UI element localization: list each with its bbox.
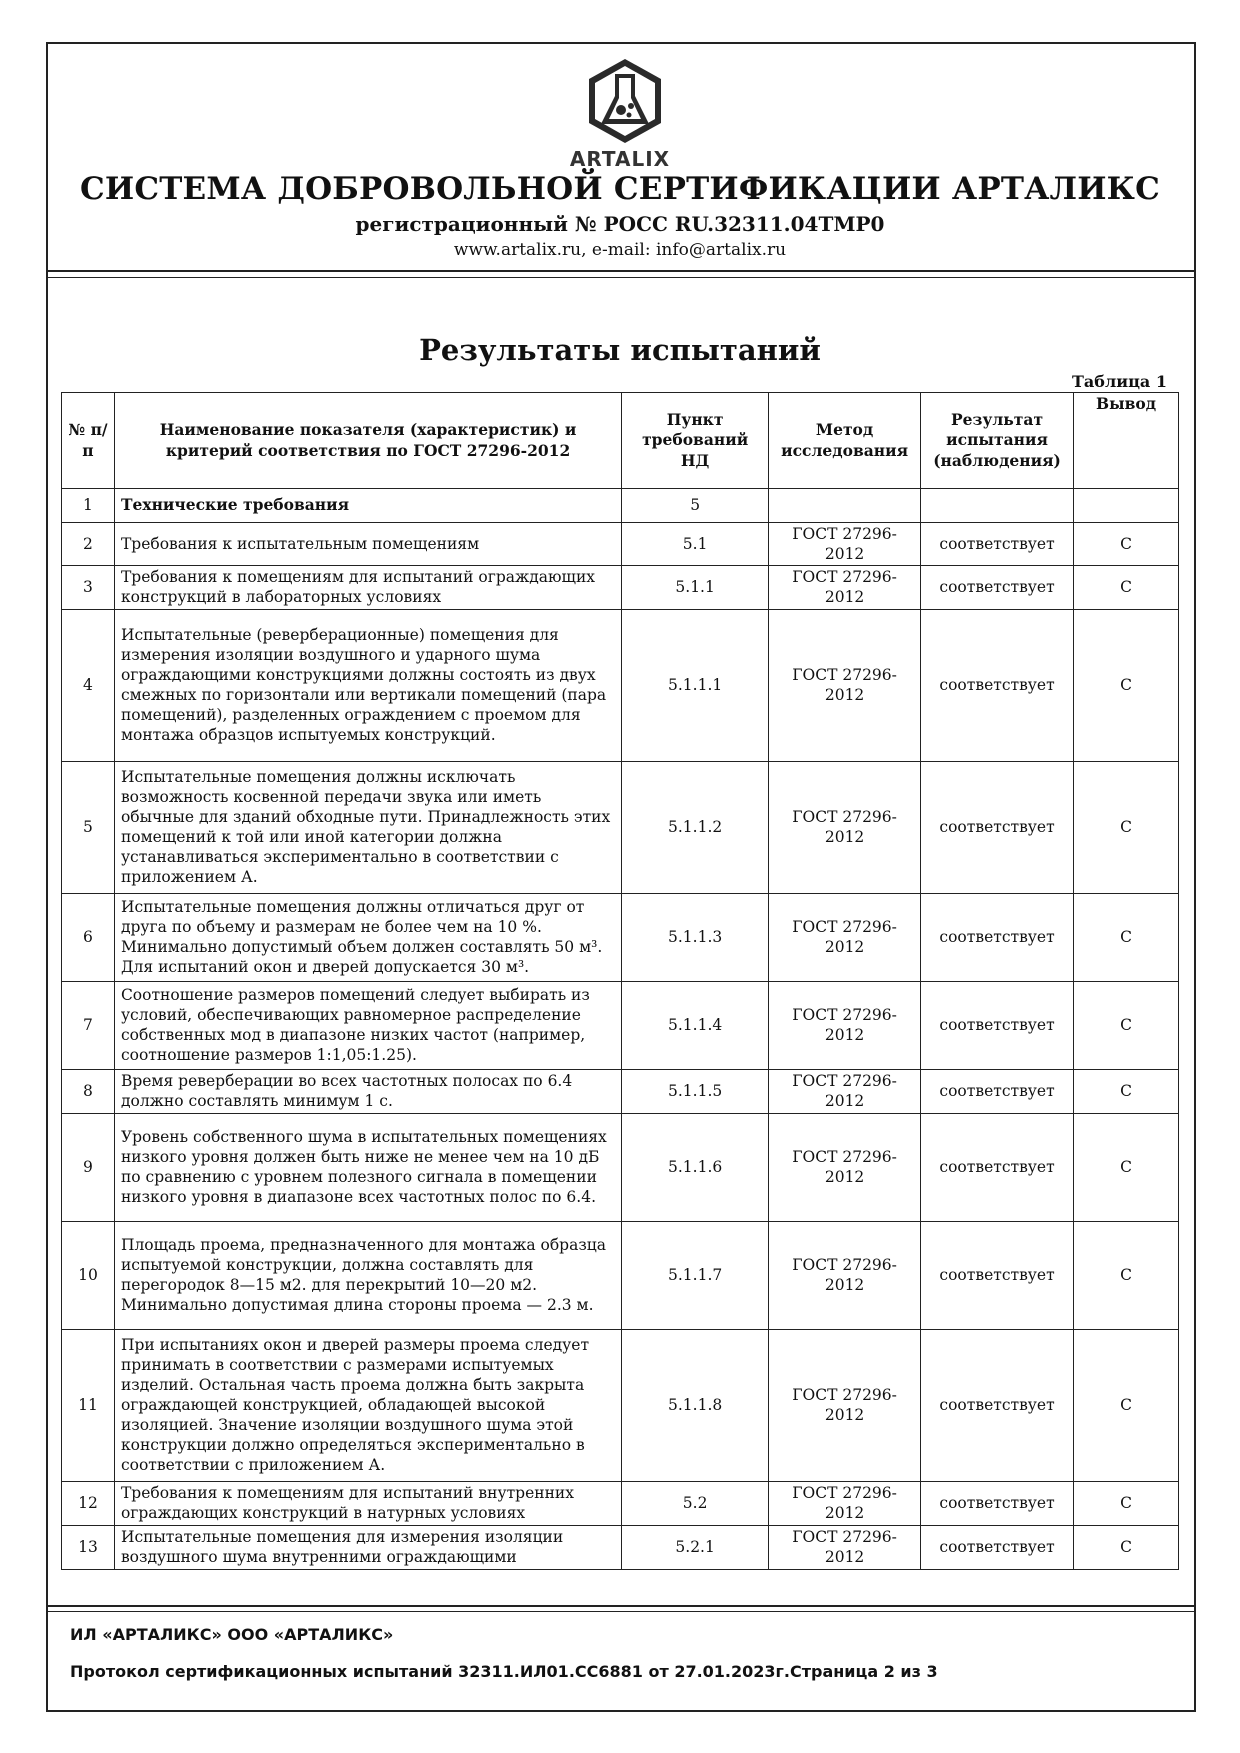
- row-number: 12: [62, 1481, 115, 1525]
- row-indicator-name: Соотношение размеров помещений следует выбирать из условий, обеспечивающих равномерное распределение собственных мод в диапазоне низких частот (например, соотношение размеров 1:1,05:1.25).: [114, 981, 621, 1069]
- table-row: [62, 489, 1179, 523]
- row-outcome: С: [1074, 1069, 1179, 1113]
- row-method: ГОСТ 27296-2012: [769, 566, 921, 609]
- row-indicator-name: Уровень собственного шума в испытательных помещениях низкого уровня должен быть ниже не менее чем на 10 дБ по сравнению с уровнем полезного сигнала в помещении низкого уровня в диапазоне всех частотных полос по 6.4.: [114, 1113, 621, 1221]
- results-table: [61, 392, 1179, 1570]
- row-requirement-point: 5.2: [622, 1481, 769, 1525]
- row-method: ГОСТ 27296-2012: [769, 609, 921, 761]
- row-result: соответствует: [921, 523, 1074, 566]
- row-outcome: С: [1074, 1329, 1179, 1481]
- row-number: 6: [62, 893, 115, 981]
- row-requirement-point: 5.1.1.8: [622, 1329, 769, 1481]
- brand-name: ARTALIX: [569, 147, 671, 171]
- row-requirement-point: 5.1.1.7: [622, 1221, 769, 1329]
- row-indicator-name: Испытательные помещения должны отличаться друг от друга по объему и размерам не более чем на 10 %. Минимально допустимый объем должен составлять 50 м³. Для испытаний окон и дверей допускается 30 м³.: [114, 893, 621, 981]
- row-number: 4: [62, 609, 115, 761]
- row-method: ГОСТ 27296-2012: [769, 1069, 921, 1113]
- row-outcome: С: [1074, 609, 1179, 761]
- row-outcome: С: [1074, 761, 1179, 893]
- row-outcome: С: [1074, 1481, 1179, 1525]
- row-requirement-point: 5.1.1.4: [622, 981, 769, 1069]
- row-outcome: С: [1074, 1221, 1179, 1329]
- artalix-logo-icon: [585, 56, 665, 146]
- row-result: соответствует: [921, 609, 1074, 761]
- row-outcome: С: [1074, 1113, 1179, 1221]
- table-row: [62, 981, 1179, 1069]
- row-indicator-name: Технические требования: [114, 489, 621, 523]
- row-requirement-point: 5.1.1: [622, 566, 769, 609]
- row-number: 10: [62, 1221, 115, 1329]
- row-number: 1: [62, 489, 115, 523]
- table-row: [62, 1481, 1179, 1525]
- row-requirement-point: 5.2.1: [622, 1525, 769, 1569]
- row-result: соответствует: [921, 981, 1074, 1069]
- row-method: ГОСТ 27296-2012: [769, 523, 921, 566]
- row-requirement-point: 5.1.1.6: [622, 1113, 769, 1221]
- row-method: ГОСТ 27296-2012: [769, 1329, 921, 1481]
- row-outcome: С: [1074, 893, 1179, 981]
- row-method: ГОСТ 27296-2012: [769, 1113, 921, 1221]
- col-header-num: № п/п: [62, 393, 115, 489]
- row-number: 7: [62, 981, 115, 1069]
- col-header-result: Результат испытания (наблюдения): [921, 393, 1074, 489]
- row-number: 11: [62, 1329, 115, 1481]
- row-result: соответствует: [921, 761, 1074, 893]
- row-requirement-point: 5.1: [622, 523, 769, 566]
- row-method: ГОСТ 27296-2012: [769, 981, 921, 1069]
- col-header-outcome: Вывод: [1074, 393, 1179, 489]
- row-outcome: С: [1074, 981, 1179, 1069]
- row-indicator-name: Испытательные помещения должны исключать возможность косвенной передачи звука или иметь обычные для зданий обходные пути. Принадлежность этих помещений к той или иной категории должна устанавливаться экспериментально в соответствии с приложением А.: [114, 761, 621, 893]
- table-row: [62, 566, 1179, 609]
- row-result: соответствует: [921, 1069, 1074, 1113]
- footer-divider: [48, 1605, 1194, 1607]
- table-caption: Таблица 1: [1072, 372, 1167, 391]
- row-number: 9: [62, 1113, 115, 1221]
- row-result: соответствует: [921, 566, 1074, 609]
- row-indicator-name: Площадь проема, предназначенного для монтажа образца испытуемой конструкции, должна составлять для перегородок 8—15 м2. для перекрытий 10—20 м2. Минимально допустимая длина стороны проема — 2.3 м.: [114, 1221, 621, 1329]
- row-indicator-name: При испытаниях окон и дверей размеры проема следует принимать в соответствии с размерами испытуемых изделий. Остальная часть проема должна быть закрыта ограждающей конструкцией, обладающей высокой изоляцией. Значение изоляции воздушного шума этой конструкции должно определяться экспериментально в соответствии с приложением А.: [114, 1329, 621, 1481]
- table-row: [62, 1221, 1179, 1329]
- row-method: [769, 489, 921, 523]
- row-method: ГОСТ 27296-2012: [769, 1525, 921, 1569]
- header-divider-thin: [48, 277, 1194, 278]
- table-header-row: [62, 393, 1179, 489]
- row-requirement-point: 5.1.1.1: [622, 609, 769, 761]
- row-method: ГОСТ 27296-2012: [769, 761, 921, 893]
- row-number: 13: [62, 1525, 115, 1569]
- table-row: [62, 893, 1179, 981]
- row-outcome: С: [1074, 566, 1179, 609]
- row-method: ГОСТ 27296-2012: [769, 1221, 921, 1329]
- row-indicator-name: Требования к испытательным помещениям: [114, 523, 621, 566]
- row-result: соответствует: [921, 1329, 1074, 1481]
- row-indicator-name: Испытательные помещения для измерения изоляции воздушного шума внутренними ограждающими: [114, 1525, 621, 1569]
- row-requirement-point: 5: [622, 489, 769, 523]
- table-row: [62, 523, 1179, 566]
- table-row: [62, 761, 1179, 893]
- footer-divider-thin: [48, 1611, 1194, 1612]
- row-number: 3: [62, 566, 115, 609]
- footer-organization: ИЛ «АРТАЛИКС» ООО «АРТАЛИКС»: [70, 1625, 394, 1644]
- row-result: соответствует: [921, 1525, 1074, 1569]
- row-number: 2: [62, 523, 115, 566]
- registration-number: регистрационный № РОСС RU.32311.04ТМР0: [355, 212, 885, 236]
- col-header-name: Наименование показателя (характеристик) и критерий соответствия по ГОСТ 27296-2012: [114, 393, 621, 489]
- row-indicator-name: Требования к помещениям для испытаний внутренних ограждающих конструкций в натурных условиях: [114, 1481, 621, 1525]
- row-result: соответствует: [921, 1113, 1074, 1221]
- row-method: ГОСТ 27296-2012: [769, 893, 921, 981]
- table-row: [62, 1069, 1179, 1113]
- row-indicator-name: Время реверберации во всех частотных полосах по 6.4 должно составлять минимум 1 с.: [114, 1069, 621, 1113]
- table-row: [62, 1525, 1179, 1569]
- footer-protocol: Протокол сертификационных испытаний 32311.ИЛ01.СС6881 от 27.01.2023г.Страница 2 из 3: [70, 1662, 938, 1681]
- row-method: ГОСТ 27296-2012: [769, 1481, 921, 1525]
- row-result: соответствует: [921, 893, 1074, 981]
- row-outcome: С: [1074, 523, 1179, 566]
- row-result: соответствует: [921, 1481, 1074, 1525]
- contacts: www.artalix.ru, e-mail: info@artalix.ru: [453, 240, 787, 260]
- table-row: [62, 1329, 1179, 1481]
- row-requirement-point: 5.1.1.5: [622, 1069, 769, 1113]
- row-outcome: [1074, 489, 1179, 523]
- row-number: 8: [62, 1069, 115, 1113]
- col-header-point: Пункт требований НД: [622, 393, 769, 489]
- row-result: [921, 489, 1074, 523]
- document-title: Результаты испытаний: [419, 333, 821, 367]
- row-indicator-name: Требования к помещениям для испытаний ограждающих конструкций в лабораторных условиях: [114, 566, 621, 609]
- row-number: 5: [62, 761, 115, 893]
- header-divider: [48, 270, 1194, 272]
- row-requirement-point: 5.1.1.2: [622, 761, 769, 893]
- row-indicator-name: Испытательные (реверберационные) помещения для измерения изоляции воздушного и ударного шума ограждающими конструкциями должны состоять из двух смежных по горизонтали или вертикали помещений (пара помещений), разделенных ограждением с проемом для монтажа образцов испытуемых конструкций.: [114, 609, 621, 761]
- table-row: [62, 609, 1179, 761]
- table-row: [62, 1113, 1179, 1221]
- row-requirement-point: 5.1.1.3: [622, 893, 769, 981]
- row-result: соответствует: [921, 1221, 1074, 1329]
- system-title: СИСТЕМА ДОБРОВОЛЬНОЙ СЕРТИФИКАЦИИ АРТАЛИКС: [80, 171, 1160, 207]
- row-outcome: С: [1074, 1525, 1179, 1569]
- col-header-method: Метод исследования: [769, 393, 921, 489]
